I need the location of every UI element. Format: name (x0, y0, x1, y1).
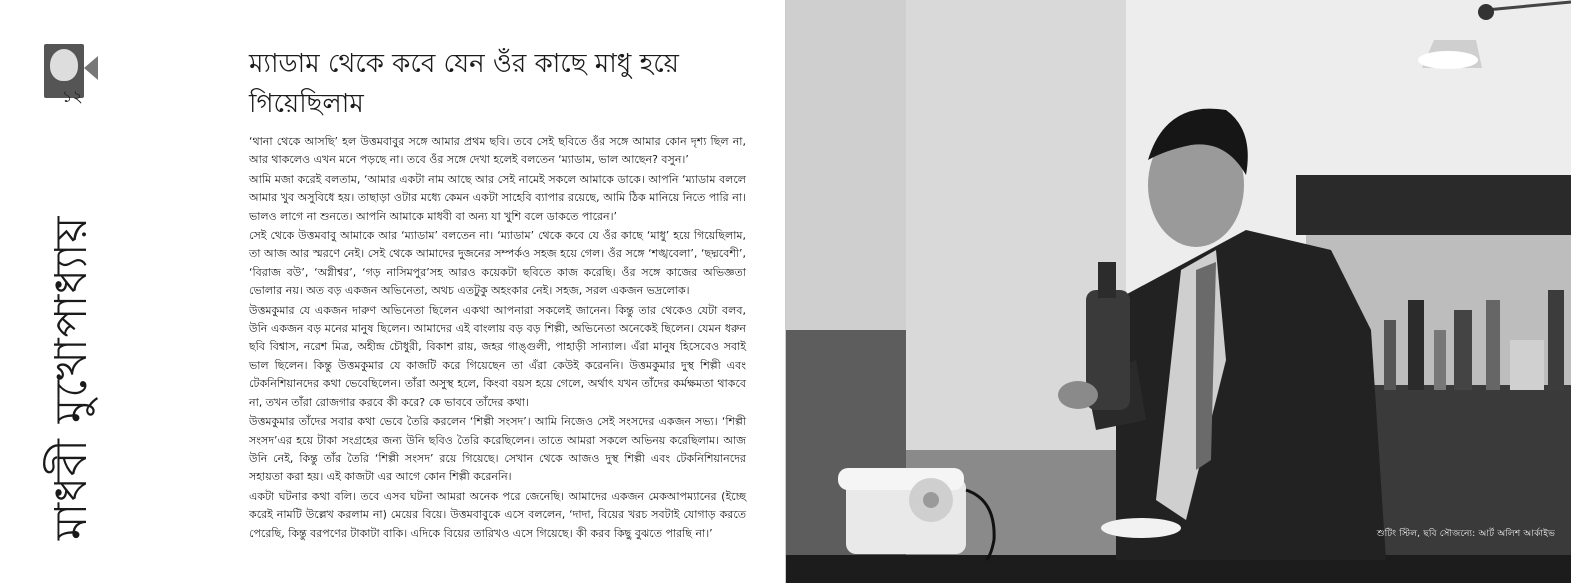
article-title: ম্যাডাম থেকে কবে যেন ওঁর কাছে মাধু হয়ে গিয়েছিলাম (249, 49, 680, 119)
paragraph: ‘থানা থেকে আসছি’ হল উত্তমবাবুর সঙ্গে আমার প্রথম ছবি। তবে সেই ছবিতে ওঁর সঙ্গে আমার কোন দৃশ্য ছিল না, আর থাকলেও এখন মনে পড়ছে না। তবে ওঁর সঙ্গে দেখা হলেই বলতেন ‘ম্যাডাম, ভাল আছেন? বসুন।’ (249, 135, 746, 167)
paragraph: উত্তমকুমার তাঁদের সবার কথা ভেবে তৈরি করলেন ‘শিল্পী সংসদ’। আমি নিজেও সেই সংসদের একজন সভ্য। ‘শিল্পী সংসদ’এর হয়ে টাকা সংগ্রহের জন্য উনি ছবিও তৈরি করেছিলেন। তাতে আমরা সকলে অভিনয় করেছিলাম। আজ উনি নেই, কিন্তু তাঁর তৈরি ‘শিল্পী সংসদ’ রয়ে গিয়েছে। সেখান থেকে আজও দুস্থ শিল্পী এবং টেকনিশিয়ানদের সহায়তা করা হয়। এই কাজটা এর আগে কোন শিল্পী করেননি। (249, 415, 746, 484)
article-body (249, 133, 746, 544)
camera-icon (84, 56, 98, 80)
author-name: মাধবী মুখোপাধ্যায় (46, 215, 97, 540)
photo-caption: শুটিং স্টিল, ছবি সৌজন্যে: আর্ট অলিশ আর্কাইভ (1376, 529, 1555, 539)
paragraph: সেই থেকে উত্তমবাবু আমাকে আর ‘ম্যাডাম’ বলতেন না। ‘ম্যাডাম’ থেকে কবে যে ওঁর কাছে ‘মাধু’ হয়ে গিয়েছিলাম, তা আজ আর স্মরণে নেই। সেই থেকে আমাদের দুজনের সম্পর্কও সহজ হয়ে গেল। ওঁর সঙ্গে ‘শঙ্খবেলা’, ‘ছদ্মবেশী’, ‘বিরাজ বউ’, ‘অগ্নীশ্বর’, ‘গড় নাসিমপুর’সহ আরও কয়েকটা ছবিতে কাজ করেছি। ওঁর সঙ্গে কাজের অভিজ্ঞতা ভোলার নয়। অত বড় একজন অভিনেতা, অথচ এতটুকু অহংকার নেই। সহজ, সরল একজন ভদ্রলোক। (249, 229, 746, 298)
right-page (786, 0, 1571, 583)
paragraph: উত্তমকুমার যে একজন দারুণ অভিনেতা ছিলেন একথা আপনারা সকলেই জানেন। কিন্তু তার থেকেও যেটা বলব, উনি একজন বড় মনের মানুষ ছিলেন। আমাদের এই বাংলায় বড় বড় শিল্পী, অভিনেতা অনেকেই ছিলেন। যেমন ধরুন ছবি বিশ্বাস, নরেশ মিত্র, অহীন্দ্র চৌধুরী, বিকাশ রায়, জহর গাঙ্গুলী, পাহাড়ী সান্যাল। এঁরা মানুষ হিসেবেও সবাই ভাল ছিলেন। কিন্তু উত্তমকুমার যে কাজটি করে গিয়েছেন তা এঁরা কেউই করেননি। উত্তমকুমার দুস্থ শিল্পী এবং টেকনিশিয়ানদের কথা ভেবেছিলেন। তাঁরা অসুস্থ হলে, কিংবা বয়স হয়ে গেলে, অর্থাৎ যখন তাঁদের কর্মক্ষমতা থাকবে না, তখন তাঁরা রোজগার করবে কী করে? কে ভাববে তাঁদের কথা। (249, 303, 746, 409)
paragraph: একটা ঘটনার কথা বলি। তবে এসব ঘটনা আমরা অনেক পরে জেনেছি। আমাদের একজন মেকআপম্যানের (ইচ্ছে করেই নামটি উল্লেখ করলাম না) মেয়ের বিয়ে। উত্তমবাবুকে এসে বললেন, ‘দাদা, বিয়ের খরচ সবটাই যোগাড় করতে পেরেছি, কিন্তু বরপণের টাকাটা বাকি। এদিকে বিয়ের তারিখও এসে গিয়েছে। কী করব কিছু বুঝতে পারছি না।’ (249, 489, 746, 540)
paragraph: আমি মজা করেই বলতাম, ‘আমার একটা নাম আছে আর সেই নামেই সকলে আমাকে ডাকে। আপনি ‘ম্যাডাম বললে আমার খুব অসুবিধে হয়। তাছাড়া ওটার মধ্যে কেমন একটা সাহেবি ব্যাপার রয়েছে, আমি ঠিক মানিয়ে নিতে পারি না। ভালও লাগে না শুনতে। আপনি আমাকে মাধবী বা অন্য যা খুশি বলে ডাকতে পারেন।’ (249, 172, 746, 223)
author-portrait (50, 49, 78, 81)
page-number: ১২ (62, 87, 83, 106)
film-still-photo (786, 0, 1571, 583)
